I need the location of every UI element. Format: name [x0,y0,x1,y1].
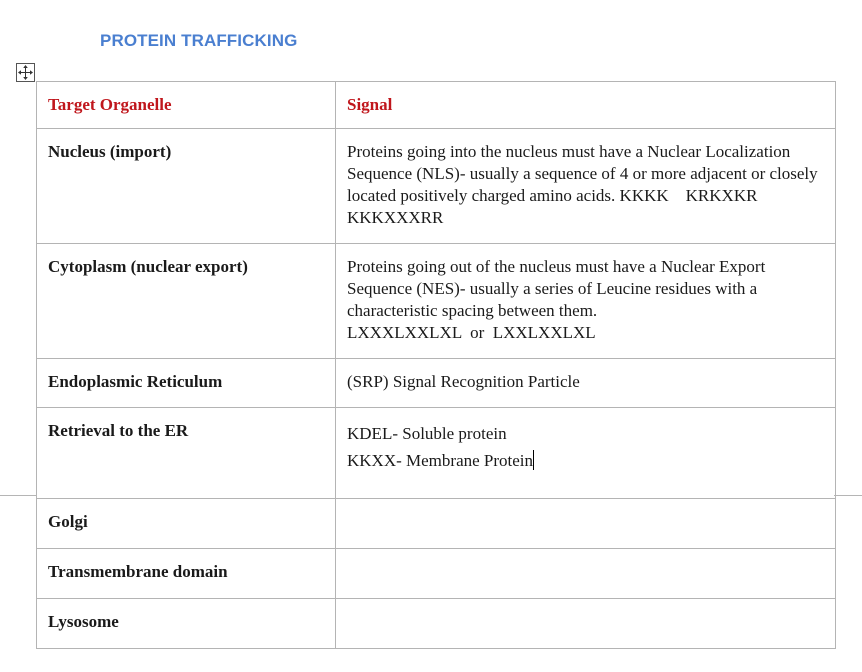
header-cell-signal[interactable] [336,82,836,129]
header-cell-organelle[interactable] [37,82,336,129]
signal-text: Proteins going into the nucleus must have a Nuclear Localization Sequence (NLS)- usually a sequence of 4 or more adjacent or closely located positively charged amino acids. KKKK KRKXKR KKKXXXRR [347,142,822,227]
organelle-cell[interactable] [37,129,336,244]
text-cursor [533,450,534,470]
page-break-line-left [0,495,37,496]
protein-trafficking-table [36,81,836,649]
organelle-label: Golgi [48,512,88,531]
signal-text: (SRP) Signal Recognition Particle [347,372,580,391]
organelle-label: Transmembrane domain [48,562,228,581]
signal-cell[interactable] [336,129,836,244]
table-row [37,359,836,408]
organelle-cell[interactable] [37,244,336,359]
signal-cell[interactable] [336,408,836,499]
organelle-cell[interactable] [37,408,336,499]
organelle-label: Lysosome [48,612,119,631]
table-move-handle[interactable] [16,63,35,82]
four-arrow-move-icon [17,64,34,81]
signal-cell-empty[interactable] [336,549,836,599]
organelle-cell[interactable] [37,549,336,599]
organelle-label: Endoplasmic Reticulum [48,372,223,391]
table-row [37,244,836,359]
page-break-line-right [834,495,862,496]
table-row [37,408,836,499]
header-organelle-label: Target Organelle [48,95,172,114]
table-row [37,129,836,244]
document-title: PROTEIN TRAFFICKING [100,31,298,50]
signal-text: KDEL- Soluble protein [347,424,507,443]
signal-cell-empty[interactable] [336,599,836,649]
table-row [37,599,836,649]
organelle-cell[interactable] [37,499,336,549]
table-row [37,549,836,599]
organelle-label: Nucleus (import) [48,142,172,161]
organelle-cell[interactable] [37,599,336,649]
signal-cell[interactable] [336,359,836,408]
signal-text: Proteins going out of the nucleus must have a Nuclear Export Sequence (NES)- usually a series of Leucine residues with a characteristic spacing between them. [347,257,766,320]
header-signal-label: Signal [347,95,393,114]
signal-cell[interactable] [336,244,836,359]
organelle-label: Retrieval to the ER [48,421,189,440]
table-row [37,499,836,549]
signal-cell-empty[interactable] [336,499,836,549]
signal-sequence-text: LXXXLXXLXL or LXXLXXLXL [347,323,596,342]
signal-text-with-cursor [347,447,824,474]
organelle-label: Cytoplasm (nuclear export) [48,257,248,276]
signal-text: KKXX- Membrane Protein [347,451,534,470]
organelle-cell[interactable] [37,359,336,408]
table-header-row [37,82,836,129]
